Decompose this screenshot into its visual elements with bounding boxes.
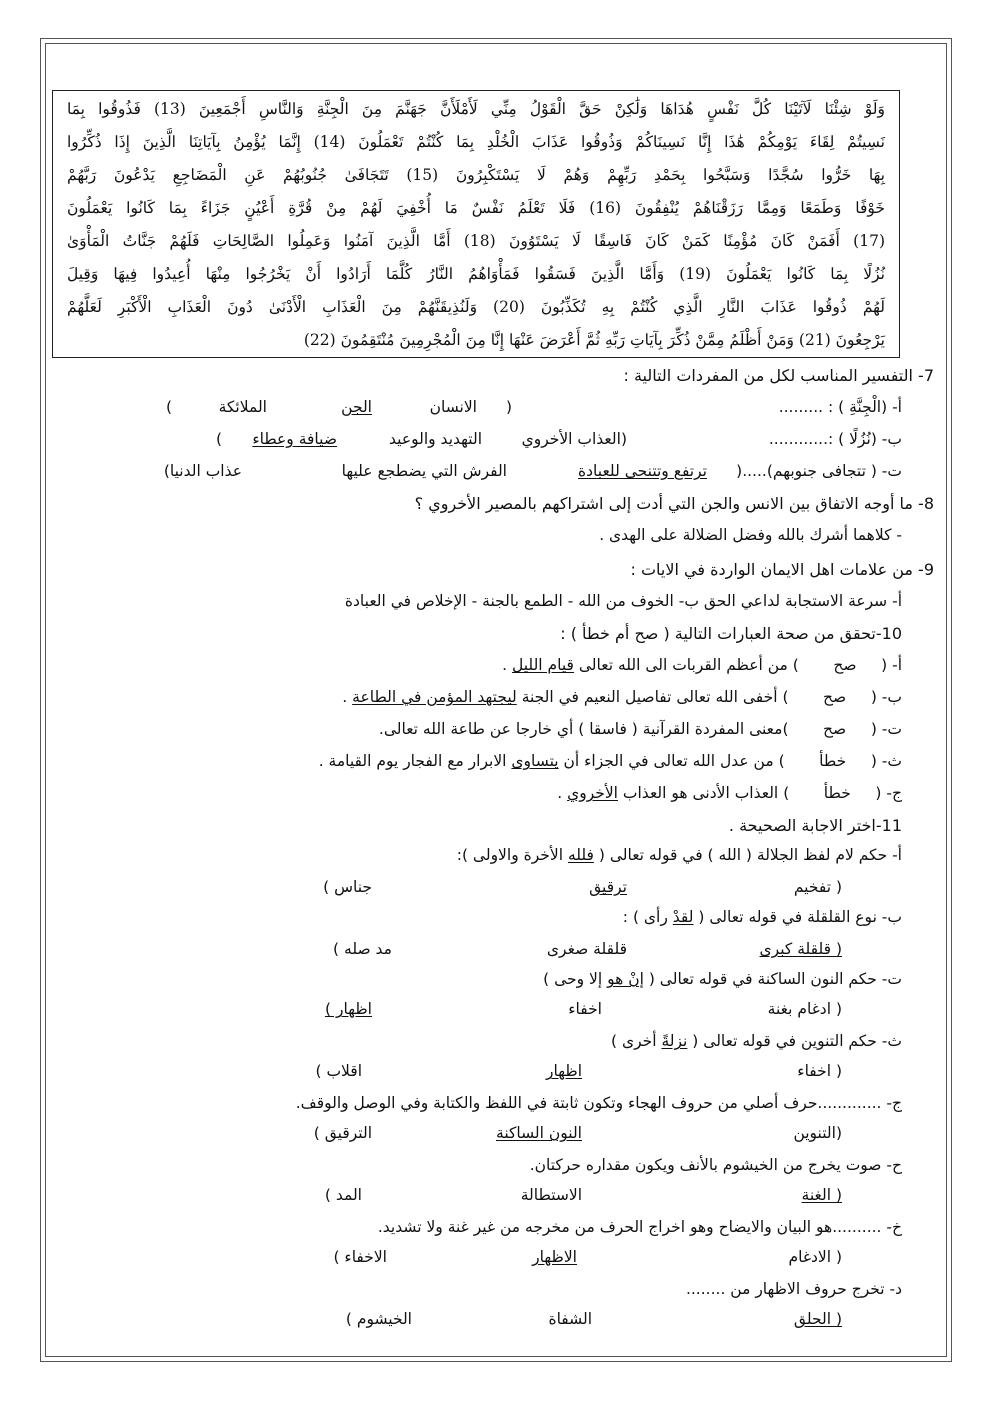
q7a-paren: ( [505, 398, 512, 416]
q11-option: ( ادغام بغنة [767, 1000, 842, 1018]
q11-option: المد ) [324, 1186, 362, 1204]
q7a-close: ) [165, 398, 172, 416]
q8-title: 8- ما أوجه الاتفاق بين الانس والجن التي أدت إلى اشتراكهم بالمصير الأخروي ؟ [414, 494, 934, 513]
q11-option: اخفاء [568, 1000, 602, 1018]
verse-line: وَلَوْ شِئْنَا لَآتَيْنَا كُلَّ نَفْسٍ هُدَاهَا وَلَٰكِنْ حَقَّ الْقَوْلُ مِنِّي لَأَمْلَأَنَّ جَهَنَّمَ مِنَ الْجِنَّةِ وَالنَّاسِ أَجْمَعِينَ (13) فَذُوقُوا بِمَا [67, 100, 885, 118]
q10-item: أ- ( صح ) من أعظم القربات الى الله تعالى قيام الليل . [502, 656, 902, 674]
q11-option-answer: اظهار ) [325, 1000, 372, 1018]
verse-line: نُزُلًا بِمَا كَانُوا يَعْمَلُونَ (19) وَأَمَّا الَّذِينَ فَسَقُوا فَمَأْوَاهُمُ النَّارُ كُلَّمَا أَرَادُوا أَنْ يَخْرُجُوا مِنْهَا أُعِيدُوا فِيهَا وَقِيلَ [67, 265, 885, 283]
verse-line: نَسِيتُمْ لِقَاءَ يَوْمِكُمْ هَٰذَا إِنَّا نَسِينَاكُمْ وَذُوقُوا عَذَابَ الْخُلْدِ بِمَا كُنْتُمْ تَعْمَلُونَ (14) إِنَّمَا يُؤْمِنُ بِآيَاتِنَا الَّذِينَ إِذَا ذُكِّرُوا [67, 133, 885, 151]
q7b-prefix: ب- (نُزُلًا ) :............ [768, 430, 902, 448]
verse-box [52, 90, 900, 358]
q11-question: ت- حكم النون الساكنة في قوله تعالى ( إنْ هو إلا وحى ) [543, 970, 902, 988]
q7b-close: ) [215, 430, 222, 448]
q11-option: الاستطالة [520, 1186, 582, 1204]
q11-question: د- تخرج حروف الاظهار من ........ [685, 1280, 902, 1298]
q11-option: جناس ) [323, 878, 372, 896]
q10-item: ب- ( صح ) أخفى الله تعالى تفاصيل النعيم في الجنة ليجتهد المؤمن في الطاعة . [342, 688, 902, 706]
q10-item: ج- ( خطأ ) العذاب الأدنى هو العذاب الأخروي . [557, 784, 902, 802]
q11-option: الشفاة [548, 1310, 592, 1328]
q7a-option-3: الملائكة [218, 398, 267, 416]
verse-line: يَرْجِعُونَ (21) وَمَنْ أَظْلَمُ مِمَّنْ ذُكِّرَ بِآيَاتِ رَبِّهِ ثُمَّ أَعْرَضَ عَنْهَا إِنَّا مِنَ الْمُجْرِمِينَ مُنْتَقِمُونَ (22) [303, 331, 885, 349]
q10-mark: صح [823, 720, 847, 738]
verse-line: خَوْفًا وَطَمَعًا وَمِمَّا رَزَقْنَاهُمْ يُنْفِقُونَ (16) فَلَا تَعْلَمُ نَفْسٌ مَا أُخْفِيَ لَهُمْ مِنْ قُرَّةِ أَعْيُنٍ جَزَاءً بِمَا كَانُوا يَعْمَلُونَ [67, 199, 885, 217]
q10-mark: صح [823, 688, 847, 706]
q11-option: مد صله ) [333, 940, 392, 958]
q11-question: ث- حكم التنوين في قوله تعالى ( نزلةً أخرى ) [610, 1032, 902, 1050]
q7c-option-1: ترتفع وتتنحى للعبادة [578, 462, 707, 480]
q11-question: أ- حكم لام لفظ الجلالة ( الله ) في قوله تعالى ( فلله الأخرة والاولى ): [456, 846, 902, 864]
q7-title: 7- التفسير المناسب لكل من المفردات التالية : [623, 366, 934, 385]
q11-option-answer: النون الساكنة [496, 1124, 582, 1142]
verse-line: (17) أَفَمَنْ كَانَ مُؤْمِنًا كَمَنْ كَانَ فَاسِقًا لَا يَسْتَوُونَ (18) أَمَّا الَّذِينَ آمَنُوا وَعَمِلُوا الصَّالِحَاتِ فَلَهُمْ جَنَّاتُ الْمَأْوَىٰ [67, 232, 885, 250]
q10-mark: خطأ [819, 752, 847, 770]
q11-option-answer: اظهار [546, 1062, 582, 1080]
q11-option-answer: ( قلقلة كبرى [759, 940, 842, 958]
q7b-option-2: التهديد والوعيد [389, 430, 482, 448]
q10-mark: صح [833, 656, 857, 674]
q11-option-answer: ( الحلق [793, 1310, 842, 1328]
q10-mark: خطأ [823, 784, 851, 802]
q11-title: 11-اختر الاجابة الصحيحة . [728, 816, 902, 835]
q7a-prefix: أ- (الْجِنَّةِ ) : ......... [778, 398, 902, 416]
q11-option-answer: الاظهار [532, 1248, 577, 1266]
q11-option: الاخفاء ) [333, 1248, 387, 1266]
q10-item: ث- ( خطأ ) من عدل الله تعالى في الجزاء أن يتساوى الابرار مع الفجار يوم القيامة . [318, 752, 902, 770]
q9-options: أ- سرعة الاستجابة لداعي الحق ب- الخوف من الله - الطمع بالجنة - الإخلاص في العبادة [344, 592, 902, 610]
q11-option: اقلاب ) [315, 1062, 362, 1080]
q11-option-answer: ترقيق [589, 878, 627, 896]
q9-title: 9- من علامات اهل الايمان الواردة في الايات : [630, 560, 934, 579]
q7c-prefix: ت- ( تتجافى جنوبهم).....( [736, 462, 902, 480]
q7c-option-2: الفرش التي يضطجع عليها [341, 462, 507, 480]
q7c-option-3: عذاب الدنيا) [163, 462, 242, 480]
q11-question: ح- صوت يخرج من الخيشوم بالأنف ويكون مقداره حركتان. [529, 1156, 902, 1174]
q7a-option-1: الانسان [429, 398, 477, 416]
q11-question: خ- ..........هو البيان والايضاح وهو اخراج الحرف من مخرجه من غير غنة ولا تشديد. [377, 1218, 902, 1236]
q8-answer: - كلاهما أشرك بالله وفضل الضلالة على الهدى . [599, 526, 902, 544]
q11-option: (التنوين [793, 1124, 842, 1142]
q11-option: ( تفخيم [793, 878, 842, 896]
q11-option-answer: ( الغنة [801, 1186, 842, 1204]
q10-item: ت- ( صح )معنى المفردة القرآنية ( فاسقا ) أي خارجا عن طاعة الله تعالى. [378, 720, 902, 738]
verse-line: بِهَا خَرُّوا سُجَّدًا وَسَبَّحُوا بِحَمْدِ رَبِّهِمْ وَهُمْ لَا يَسْتَكْبِرُونَ (15) تَتَجَافَىٰ جُنُوبُهُمْ عَنِ الْمَضَاجِعِ يَدْعُونَ رَبَّهُمْ [67, 166, 885, 184]
q11-option: ( اخفاء [797, 1062, 842, 1080]
q11-option: الخيشوم ) [345, 1310, 412, 1328]
q7b-option-3: ضيافة وعطاء [252, 430, 337, 448]
q10-title: 10-تحقق من صحة العبارات التالية ( صح أم خطأ ) : [560, 624, 902, 643]
q7a-option-2: الجن [341, 398, 372, 416]
q11-option: قلقلة صغرى [546, 940, 627, 958]
q11-option: الترقيق ) [313, 1124, 372, 1142]
q11-question: ج- .............حرف أصلي من حروف الهجاء وتكون ثابتة في اللفظ والكتابة وفي الوصل والوقف. [295, 1094, 902, 1112]
q11-option: ( الادغام [788, 1248, 842, 1266]
verse-line: لَهُمْ ذُوقُوا عَذَابَ النَّارِ الَّذِي كُنْتُمْ بِهِ تُكَذِّبُونَ (20) وَلَنُذِيقَنَّهُمْ مِنَ الْعَذَابِ الْأَدْنَىٰ دُونَ الْعَذَابِ الْأَكْبَرِ لَعَلَّهُمْ [67, 298, 885, 316]
q7b-option-1: (العذاب الأخروي [521, 430, 627, 448]
q11-question: ب- نوع القلقلة في قوله تعالى ( لقدْ رأى ) : [622, 908, 902, 926]
